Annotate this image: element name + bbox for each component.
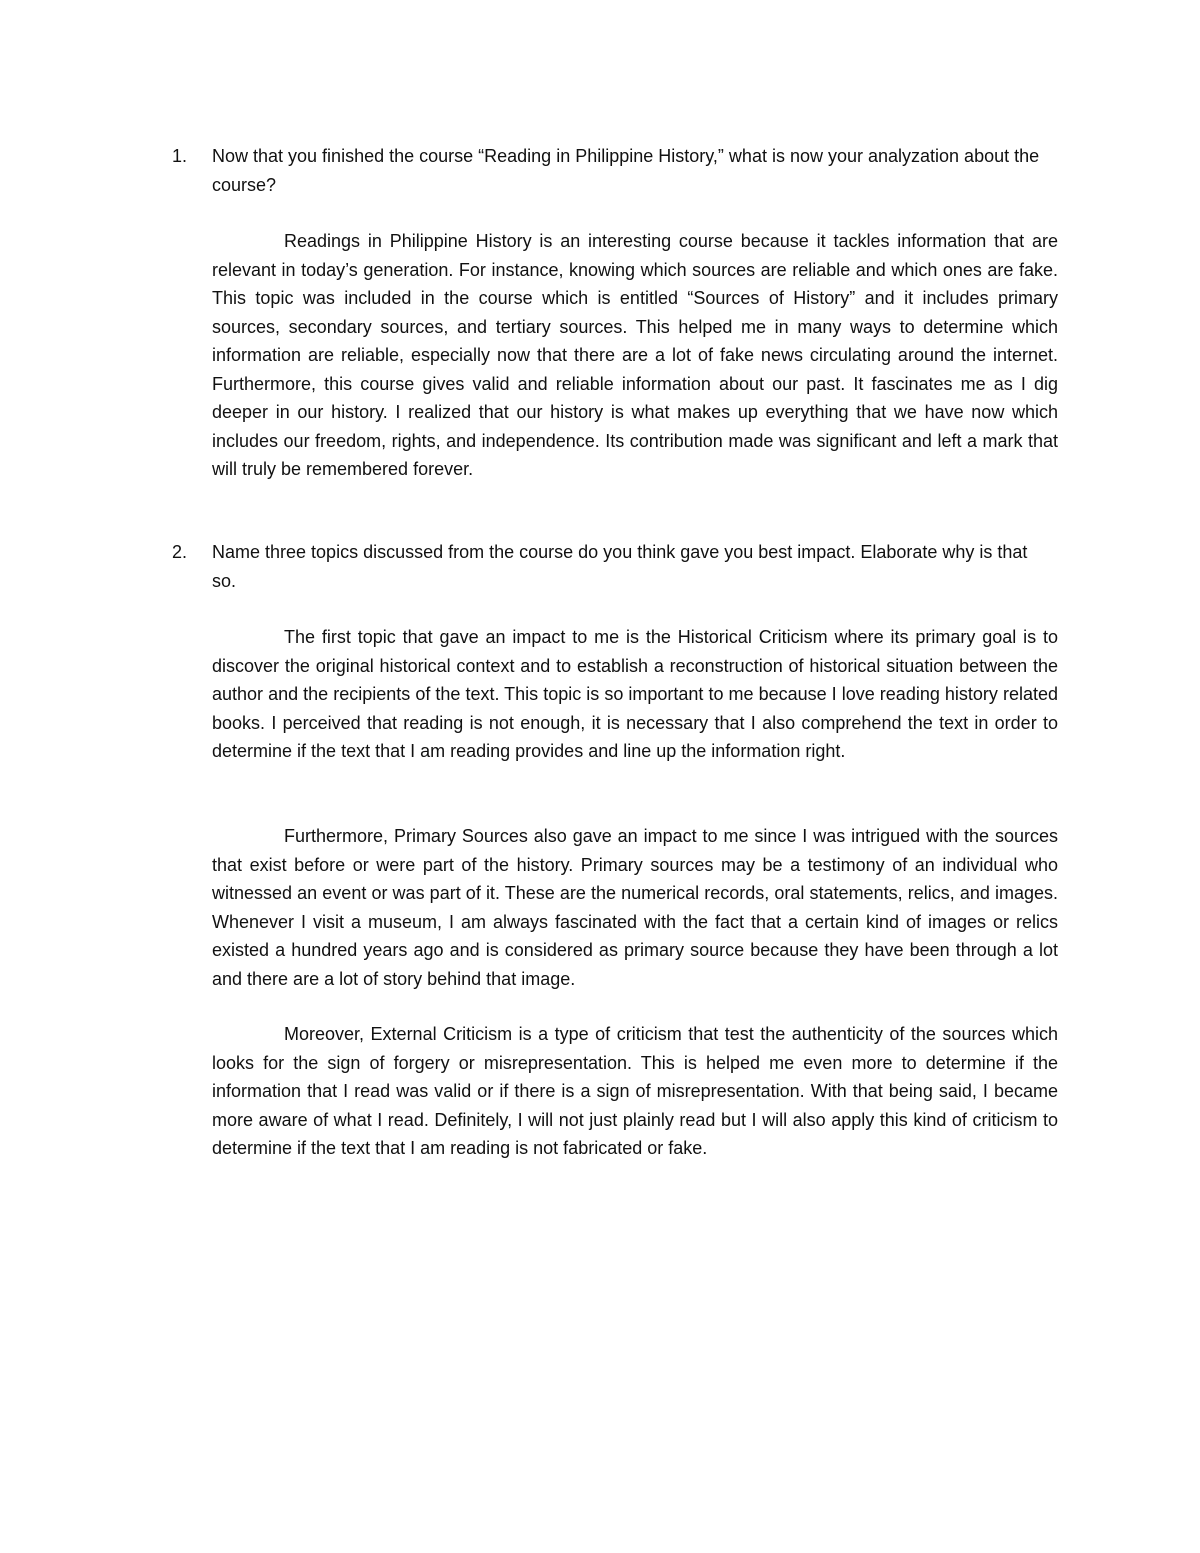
question-1 — [172, 142, 1052, 199]
question-2-text: Name three topics discussed from the course do you think gave you best impact. Elaborate why is that so. — [212, 542, 1028, 591]
question-2-number: 2. — [172, 542, 188, 562]
answer-2-paragraph-2: Furthermore, Primary Sources also gave an impact to me since I was intrigued with the sources that exist before or were part of the history. Primary sources may be a testimony of an individual who witnessed an event or was part of it. These are the numerical records, oral statements, relics, and images. Whenever I visit a museum, I am always fascinated with the fact that a certain kind of images or relics existed a hundred years ago and is considered as primary source because they have been through a lot and there are a lot of story behind that image. — [212, 826, 1058, 989]
question-1-number: 1. — [172, 146, 188, 166]
answer-2-paragraph-1: The first topic that gave an impact to me is the Historical Criticism where its primary goal is to discover the original historical context and to establish a reconstruction of historical situation between the author and the recipients of the text. This topic is so important to me because I love reading history related books. I perceived that reading is not enough, it is necessary that I also comprehend the text in order to determine if the text that I am reading provides and line up the information right. — [212, 627, 1058, 761]
question-1-text: Now that you finished the course “Reading in Philippine History,” what is now your analyzation about the course? — [212, 146, 1040, 195]
answer-2-paragraph-3: Moreover, External Criticism is a type of criticism that test the authenticity of the sources which looks for the sign of forgery or misrepresentation. This is helped me even more to determine if the information that I read was valid or if there is a sign of misrepresentation. With that being said, I became more aware of what I read. Definitely, I will not just plainly read but I will also apply this kind of criticism to determine if the text that I am reading is not fabricated or fake. — [212, 1024, 1058, 1158]
question-2 — [172, 538, 1052, 595]
answer-1-paragraph: Readings in Philippine History is an interesting course because it tackles information that are relevant in today’s generation. For instance, knowing which sources are reliable and which ones are fake. This topic was included in the course which is entitled “Sources of History” and it includes primary sources, secondary sources, and tertiary sources. This helped me in many ways to determine which information are reliable, especially now that there are a lot of fake news circulating around the internet. Furthermore, this course gives valid and reliable information about our past. It fascinates me as I dig deeper in our history. I realized that our history is what makes up everything that we have now which includes our freedom, rights, and independence. Its contribution made was significant and left a mark that will truly be remembered forever. — [212, 231, 1058, 479]
